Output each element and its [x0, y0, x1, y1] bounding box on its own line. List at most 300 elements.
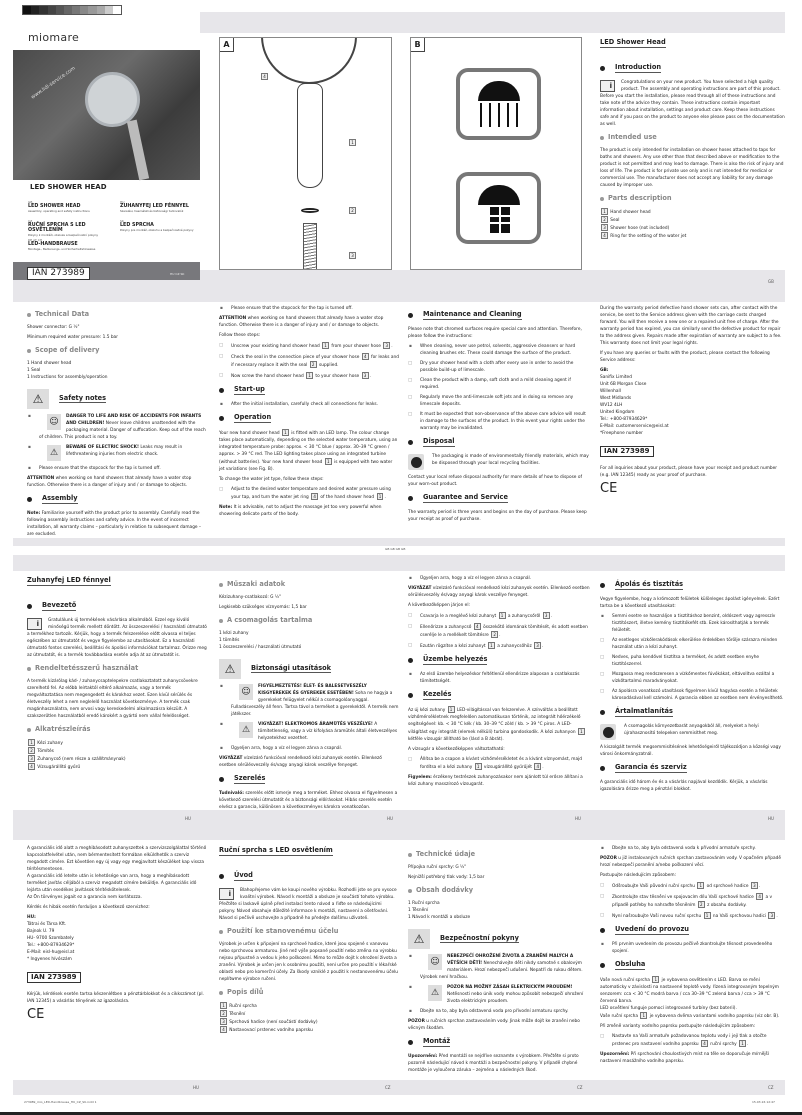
- paragraph: [27, 510, 207, 538]
- paragraph: [27, 991, 207, 1005]
- part-name: Zuhanycső (nem része a szállítmánynak): [35, 757, 126, 762]
- bullet-icon: [219, 874, 224, 879]
- text-body: Congratulations on your new product. You have selected a high quality product. The assembly and operating instructions are part of this product. Before you start the installation, please read through all of these instructions and take note of the advice they contain. These instructions contain important information about installation, settings and product care. Keep these instructions safe and if you pass on the product to anyone else please pass on the documentation as well.: [600, 80, 785, 127]
- section-heading-text: Obsah dodávky: [416, 886, 474, 894]
- language-title: LED SPRCHA: [120, 223, 154, 228]
- section-heading-text: Alkatrészleírás: [35, 725, 91, 733]
- bold-lead: Figyelem:: [408, 775, 432, 780]
- parts-list: [27, 739, 207, 771]
- color-calibration-bar: [22, 5, 122, 15]
- info-book-icon: i: [27, 618, 42, 630]
- section-heading: [408, 438, 590, 447]
- section-heading: [600, 64, 785, 73]
- part-name: Tömítés: [35, 749, 54, 754]
- page-column: [600, 37, 785, 240]
- language-subtitle: Szerelési, használati és biztonsági tudnivalók: [120, 209, 184, 213]
- paragraph: [219, 594, 399, 601]
- bullet-icon: [408, 693, 413, 698]
- section-heading: [219, 386, 399, 395]
- language-codes: CZ: [28, 219, 33, 223]
- section-heading: [600, 926, 785, 935]
- section-heading-text: Technické údaje: [416, 850, 476, 858]
- text-body: Csavarja le a meglévő kézi zuhanyt 1 a zuhanycsőről 3 .: [420, 613, 552, 619]
- bullet-icon: [219, 583, 223, 587]
- bullet-icon: [600, 197, 604, 201]
- paragraph: [27, 360, 207, 381]
- bullet-item: [600, 613, 785, 634]
- section-heading-text: Szerelés: [234, 774, 266, 782]
- page-label-hu-5: HU: [193, 1085, 199, 1090]
- text-body: Now screw the hand shower head 1 to your shower hose 3 .: [231, 373, 371, 379]
- band2-page-labels: GB GB GB GB: [385, 547, 406, 551]
- part-number-ref: 4: [756, 893, 763, 900]
- language-codes: GB: [28, 200, 33, 204]
- bullet-icon: [27, 667, 31, 671]
- safety-heading: [219, 659, 399, 679]
- part-name: Seal: [608, 218, 620, 223]
- paragraph: [600, 744, 785, 758]
- bullet-item: [408, 671, 590, 685]
- text-body: Kérdés és hibák esetén forduljon a következő szervizhez:: [27, 905, 150, 910]
- text-body: 1 Hand shower head 1 Seal 1 Instructions for assembly/operation: [27, 361, 108, 380]
- country-flags: HU CZ SK: [170, 272, 185, 276]
- part-number-ref: 3: [768, 912, 775, 919]
- part-number-ref: 1: [578, 728, 585, 735]
- page-column: [219, 305, 399, 521]
- text-body: Az esetleges vízkőlerakódások elkerülése érdekében törölje szárazra minden használat után a kézi zuhanyt.: [612, 638, 778, 650]
- bold-lead: FIGYELMEZTETÉS! ÉLET- ÉS BALESETVESZÉLY KISGYEREKEK ÉS GYEREKEK ESETÉBEN!: [258, 684, 367, 696]
- section-heading-text: Obsluha: [615, 960, 646, 968]
- step-item: [219, 486, 399, 501]
- safety-heading-text: Safety notes: [59, 394, 107, 402]
- text-body: vízelzáró funkcióval rendelkező kézi zuhanyok esetén. Ellenkező esetben sérülésveszély és/vagy anyagi károk veszélye fenyeget.: [408, 586, 590, 598]
- text-body: A csomagolás környezetbarát anyagokból áll, melyeket a helyi újrahasznosító telepeken semmisíthet meg.: [624, 724, 759, 736]
- text-body: A termék kizárólag kád- / zuhanycsaptelepekre csatlakoztatott zuhanycsövekre szerelhető fel. Az előbb leírtaktól eltérő alkalmazás, vagy a termék megváltoztatása nem megengedett és károkhoz vezet. Ezen kívül sérülés és életveszély lehet a nem neglelelő használat következménye. A termék csak magánhasználatra, nem orvosi vagy kereskedelmi alkalmazásra készült. A szakszerűtlen használatból eredő károkért a gyártó nem vállal felelősséget.: [27, 679, 198, 719]
- paragraph: [219, 941, 399, 983]
- step-item: [408, 623, 590, 639]
- paragraph: [219, 504, 399, 518]
- part-number: 4: [28, 763, 35, 770]
- paragraph: [219, 630, 399, 651]
- electric-warning: [408, 984, 590, 1005]
- child-warning: [219, 683, 399, 718]
- bold-lead: BEWARE OF ELECTRIC SHOCK!: [66, 445, 139, 450]
- text-body: Vegye figyelembe, hogy a krómozott felületek különleges ápolást igényelnek. Ezért tartsa be a következő utasításokat:: [600, 597, 780, 609]
- page-title: Zuhanyfej LED fénnyel: [27, 576, 111, 584]
- info-book-icon: i: [600, 80, 615, 92]
- part-number-ref: 1: [488, 642, 495, 649]
- page-label-cz-3: CZ: [768, 1085, 774, 1090]
- page-label-cz-2: CZ: [577, 1085, 583, 1090]
- paragraph: [600, 465, 785, 479]
- text-body: A tömítetlenség, vagy a víz kifolyása áramütés általi életveszélyes helyzetekhez vezethet.: [258, 722, 398, 741]
- step-item: [600, 1033, 785, 1048]
- text-body: If you have any queries or faults with the product, please contact the following Service address:: [600, 351, 770, 363]
- part-number: 3: [28, 755, 35, 762]
- bullet-item: [408, 1008, 590, 1015]
- electric-warning: [27, 444, 207, 462]
- section-heading-text: Üzembe helyezés: [423, 655, 488, 663]
- bullet-icon: [219, 388, 224, 393]
- section-heading: [408, 311, 590, 320]
- warning-triangle-icon: ⚠: [219, 659, 241, 679]
- section-heading: [219, 617, 399, 624]
- paragraph: [408, 326, 590, 340]
- page-column: [600, 305, 785, 496]
- paragraph: [27, 845, 207, 901]
- text-body: A következőképpen járjon el:: [408, 603, 470, 608]
- bullet-icon: [408, 1040, 413, 1045]
- part-number-ref: 1: [739, 1040, 746, 1047]
- part-number-ref: 1: [652, 976, 659, 983]
- bullet-icon: [27, 313, 31, 317]
- part-number: 2: [601, 216, 608, 223]
- bold-lead: POZOR NA MOŽNÝ ZÁSAH ELEKTRICKÝM PROUDEM!: [447, 985, 573, 990]
- cover-title: LED SHOWER HEAD: [30, 183, 107, 191]
- recycling-icon: [408, 454, 424, 470]
- text-body: Nastavte na Vaší armatuře požadovanou teplotu vody i její tlak a otočte prstenec pro nastavení vodního paprsku 4 ruční sprchy 1 .: [612, 1034, 767, 1047]
- parts-list-item: [219, 1002, 399, 1010]
- hose-drawing: [303, 223, 317, 270]
- part-number-ref: 1: [475, 763, 482, 770]
- text-body: Ügyeljen arra, hogy a víz el legyen zárva a csapnál.: [231, 746, 343, 751]
- callout-1: 1: [349, 139, 356, 146]
- page-column: [27, 575, 207, 771]
- text-body: Nenechávejte děti nikdy samotné s obalovým materiálem. Hrozí nebezpečí udušení. Nepatří do rukou dětem. Výrobek není hračkou.: [420, 961, 583, 980]
- page-column: [600, 845, 785, 1068]
- paragraph: [408, 900, 590, 921]
- language-subtitle: Assembly, operating and safety instructions: [28, 209, 90, 213]
- part-name: Kézi zuhany: [35, 741, 63, 746]
- website-label: www.lidl-service.com: [30, 65, 77, 101]
- text-body: Never leave children unattended with the packaging material. Danger of suffocation. Keep out of the reach of children. This product is not a toy.: [39, 421, 206, 440]
- parts-list-item: [600, 232, 785, 240]
- text-body: Minimum required water pressure: 1.5 bar: [27, 335, 118, 340]
- bullet-icon: [600, 963, 605, 968]
- parts-list-item: [219, 1018, 399, 1026]
- figure-a-label: A: [220, 38, 234, 52]
- language-entry: [120, 219, 206, 232]
- section-heading: [600, 195, 785, 202]
- band4-header-bar: [13, 825, 785, 840]
- section-heading: [27, 665, 207, 672]
- bullet-icon: [27, 497, 32, 502]
- band3-header-bar: [13, 555, 785, 571]
- section-heading: [600, 134, 785, 141]
- part-number: 4: [601, 232, 608, 239]
- part-number: 1: [601, 208, 608, 215]
- parts-list-item: [27, 763, 207, 771]
- bold-lead: Upozornění:: [600, 1052, 630, 1057]
- section-heading: [219, 581, 399, 588]
- section-heading: [27, 602, 207, 611]
- paragraph: [408, 1018, 590, 1032]
- text-body: Přípojka ruční sprchy: G ½": [408, 865, 467, 870]
- step-item: [408, 411, 590, 432]
- text-body: Při sprchování choulostivých míst na těle se doporučuje mírnější nastavení masážního vodního paprsku.: [600, 1052, 769, 1064]
- language-entry: [28, 200, 114, 213]
- paragraph: [408, 1053, 590, 1074]
- text-body: Follow these steps:: [219, 333, 261, 338]
- step-item: [408, 377, 590, 391]
- language-entry: [28, 219, 114, 237]
- electric-warning-icon: ▪ ⚠: [239, 722, 253, 738]
- parts-list-item: [219, 1026, 399, 1034]
- text-body: Nedves, puha kendővel tisztítsa a terméket, és adott esetben enyhe tisztítószerrel.: [612, 655, 760, 667]
- section-heading: [219, 775, 399, 784]
- disposal-paragraph: [408, 453, 590, 471]
- language-subtitle: Pokyny pre montáž, obsluhu a bezpečnostné pokyny: [120, 228, 194, 232]
- bold-lead: Note:: [219, 505, 233, 510]
- step-item: [219, 342, 399, 350]
- page-title: LED Shower Head: [600, 38, 666, 46]
- text-body: Ezután rögzítse a kézi zuhanyt 1 a zuhanycsőhöz 3 .: [420, 643, 544, 649]
- language-subtitle: Montage-, Bedienungs- und Sicherheitshinweise: [28, 247, 96, 251]
- part-name: Nastavovací prstenec vodního paprsku: [227, 1028, 313, 1033]
- part-number-ref: 1: [325, 458, 332, 465]
- part-number-ref: 3: [362, 372, 369, 379]
- part-number-ref: 4: [474, 623, 481, 630]
- language-title: LED-HANDBRAUSE: [28, 242, 78, 247]
- section-heading: [219, 872, 399, 881]
- part-number-ref: 1: [377, 493, 384, 500]
- text-body: The product is only intended for installation on shower hoses attached to taps for baths and showers. Any use other than that described above or modification to the product is not permitted and may lead to damage. There is also the risk of injury and loss of life. The product is for private use only and is not intended for medical or commercial use. The manufacturer does not accept any liability for any damage caused by improper use.: [600, 148, 784, 188]
- step-item: [408, 360, 590, 374]
- text-body: Tátrai és Társa Kft. Bajnok U. 79 HU- 9700 Szombately Tel.: +800-87934629* E-Mail: eisl-hu@eisl.at * Ingyenes hívószám: [27, 922, 75, 962]
- band1-footer-bar: [200, 270, 785, 302]
- part-name: Těsnění: [227, 1012, 246, 1017]
- text-body: vízelzáró funkcióval rendelkező kézi zuhanyok esetén. Ellenkező esetben sérülésveszély és/vagy anyagi károk veszélye fenyeget.: [219, 756, 382, 768]
- section-heading: [219, 414, 399, 423]
- paragraph: [600, 1023, 785, 1030]
- child-warning-icon: ▪ ☺: [47, 414, 61, 430]
- section-heading-text: Kezelés: [423, 690, 452, 698]
- part-name: Ring for the setting of the water jet: [608, 234, 687, 239]
- text-body: Dbejte na to, aby byla odstavená voda k přívodní armatuře sprchy.: [612, 846, 756, 851]
- paragraph: [27, 904, 207, 911]
- section-heading: [408, 656, 590, 665]
- electric-warning-icon: ▪ ⚠: [428, 985, 442, 1001]
- part-number-ref: 4: [362, 353, 369, 360]
- language-codes: SK: [120, 219, 124, 223]
- language-title: RUČNÍ SPRCHA S LED OSVĚTLENÍM: [28, 223, 86, 233]
- page-label-hu-2: HU: [387, 816, 393, 821]
- text-body: Contact your local refuse disposal authority for more details of how to dispose of your worn-out product.: [408, 475, 582, 487]
- paragraph: [27, 334, 207, 341]
- section-heading: [408, 851, 590, 858]
- section-heading-text: Montáž: [423, 1037, 451, 1045]
- bold-lead: VIGYÁZAT: [219, 756, 243, 761]
- page-label-cz-1: CZ: [385, 1085, 391, 1090]
- bold-lead: ATTENTION: [27, 476, 55, 481]
- page-column: [408, 575, 590, 791]
- parts-list-item: [27, 747, 207, 755]
- text-body: Při prvním uvedením do provozu pečlivě zkontrolujte těsnost provedeného spojení.: [612, 942, 773, 954]
- text-body: Výrobek je určen k připojení na sprchové hadice, které jsou spojené s vanovou nebo sprchovou armaturou. Jiné než výše popsané použití nebo změna na výrobku nejsou přípustné a vedou k jeho poškození. Mimo to může dojít k ohrožení života a zranění. Výrobek je určen jen k osobnímu použití, není určen pro použití v lékařské oblasti nebo pro komerční účely. Za škody vzniklé z použití k nestanovenému účelu neplítwme výrobce ručení.: [219, 942, 399, 982]
- callout-3: 3: [349, 252, 356, 259]
- text-body: Dry your shower head with a cloth after every use in order to avoid the possible build-up of limescale.: [420, 361, 574, 373]
- text-body: Kézizuhany-csatlakozó: G ½": [219, 595, 282, 600]
- cover-ian: IAN 273989: [27, 267, 90, 280]
- bold-lead: VIGYÁZAT! ELEKTROMOS ÁRAMÜTÉS VESZÉLYE!: [258, 722, 373, 727]
- bold-lead: VIGYÁZAT: [408, 586, 432, 591]
- paragraph: [600, 350, 785, 364]
- part-number-ref: 2: [491, 631, 498, 638]
- language-title: LED SHOWER HEAD: [28, 204, 81, 209]
- child-warning: [408, 953, 590, 981]
- section-heading-text: Bevezető: [42, 601, 77, 609]
- step-item: [600, 688, 785, 702]
- part-number-ref: 1: [640, 1012, 647, 1019]
- section-heading-text: Műszaki adatok: [227, 580, 286, 588]
- section-heading-text: Použití ke stanovenému účelu: [227, 927, 339, 935]
- rain-jet-icon: [456, 68, 541, 140]
- text-body: Your new hand shower head 1 is fitted with an LED lamp. The colour change takes place automatically, depending on the selected water temperature, using an integrated temperature probe: approx. < 30 °C blue / approx. 30–39 °C green / approx. > 39 °C red. The LED lighting takes place using an integrated turbine (without batteries). Your new hand shower head 1 is equipped with two water jet variations (see Fig. B).: [219, 430, 398, 472]
- paragraph: [600, 779, 785, 793]
- part-number: 3: [220, 1018, 227, 1025]
- text-body: Legkisebb szükséges víznyomás: 1,5 bar: [219, 605, 307, 610]
- child-warning-icon: ▪ ☺: [428, 954, 442, 970]
- bullet-icon: [219, 991, 223, 995]
- part-number: 1: [220, 1002, 227, 1009]
- bullet-item: [219, 401, 399, 408]
- page-column: [600, 575, 785, 796]
- section-heading: [27, 311, 207, 318]
- safety-heading-text: Bezpečnostní pokyny: [440, 934, 519, 942]
- language-entry: [28, 238, 114, 251]
- language-list: [28, 200, 200, 256]
- section-heading-text: Operation: [234, 413, 272, 421]
- text-body: Nejnižší potřebný tlak vody: 1,5 bar: [408, 875, 485, 880]
- text-body: Postupujte následujícím způsobem:: [600, 873, 677, 878]
- child-warning-icon: ▪ ☺: [239, 684, 253, 700]
- ian-number: IAN 273989: [27, 972, 81, 983]
- section-heading: [408, 691, 590, 700]
- bullet-icon: [600, 583, 605, 588]
- section-heading: [600, 961, 785, 970]
- text-body: Az új kézi zuhany 1 LED-világítással van felszerelve. A színváltás a beállított vízhőmérsékletnek megfelelően automatikusan történik, az integrált hőérzékelő segítségével: kb. < 30 °C kék / kb. 30–39 °C zöld / kb. > 39 °C piros. A LED-világítást egy integrált (elemek nélküli) turbina gondoskodik. A kézi zuhanyon 1 kétféle vízsugár állítható be (lásd a B ábrát).: [408, 708, 586, 742]
- bold-lead: NEBEZPEČÍ OHROŽENÍ ŽIVOTA A ZRANĚNÍ MALÝCH A VĚTŠÍCH DĚTÍ!: [447, 954, 574, 966]
- text-body: when working on hand showers that already have a water stop function. Otherwise there is a danger of injury and / or damage to objects.: [27, 476, 192, 488]
- seal-drawing: [301, 208, 319, 213]
- info-book-icon: i: [219, 888, 234, 900]
- paragraph: [219, 429, 399, 473]
- text-body: Ügyeljen arra, hogy a víz el legyen zárva a csapnál.: [420, 576, 532, 581]
- part-name: Hand shower head: [608, 210, 651, 215]
- text-body: Az első üzembe helyezéskor feltétlenül ellenőrizze alaposan a csatlakozás tömítettségét.: [420, 672, 580, 684]
- section-heading-text: Garancia és szerviz: [615, 763, 687, 771]
- text-body: After the initial installation, carefully check all connections for leaks.: [231, 402, 379, 407]
- text-body: szerelés előtt ismerje meg a terméket. Ehhez olvassa el figyelmesen a következő szerelési útmutatót és a biztonsági előírásokat. Hibás szerelés esetén elvész a garancia, különösen a következményes károkra vonatkozóan.: [219, 791, 398, 810]
- part-number-ref: 1: [282, 429, 289, 436]
- paragraph: [219, 332, 399, 339]
- text-body: Állítsa be a csapon a kívánt vízhőmérsékletet és a kívánt víznyomást, majd fordítsa el a kézi zuhany 1 vízsugárállító gyűrűjét 4 .: [420, 757, 582, 770]
- warning-triangle-icon: ⚠: [27, 389, 49, 409]
- parts-list-item: [600, 216, 785, 224]
- paragraph: [219, 315, 399, 329]
- step-item: [600, 882, 785, 890]
- text-body: It is advisable, not to adjust the massage jet too very powerful when showering delicate parts of the body.: [219, 505, 382, 517]
- parts-list-item: [219, 1010, 399, 1018]
- part-number-ref: 4: [311, 493, 318, 500]
- page-column: [27, 845, 207, 1022]
- step-item: [600, 671, 785, 685]
- section-heading: [408, 1038, 590, 1047]
- text-body: Dbejte na to, aby byla odstavená voda pro přívodní armaturu sprchy.: [420, 1009, 569, 1014]
- bullet-item: [219, 305, 399, 312]
- section-heading-text: Ápolás és tisztítás: [615, 580, 684, 588]
- page-column: [408, 845, 590, 1077]
- bullet-item: [408, 343, 590, 357]
- bullet-icon: [600, 766, 605, 771]
- text-body: Při změně varianty vodního paprsku postupujte následujícím způsobem:: [600, 1024, 756, 1029]
- bullet-icon: [408, 658, 413, 663]
- bold-lead: POZOR: [600, 856, 617, 861]
- text-body: Soha ne hagyja a gyerekeket felügyelet nélkül a csomagolóanyaggal. Fulladásveszély áll fenn. Tartsa távol a terméket a gyerekektől. A termék nem játékszer.: [231, 691, 399, 717]
- text-body: Netěsnosti nebo únik vody mohou způsobit nebezpečí ohrožení života elektrickým proudem.: [447, 992, 584, 1004]
- band2-header-bar: [13, 280, 200, 302]
- section-heading-text: Disposal: [423, 437, 455, 445]
- paragraph: [219, 604, 399, 611]
- part-number-ref: 3: [383, 342, 390, 349]
- parts-list-item: [27, 755, 207, 763]
- ce-mark-icon: CE: [600, 481, 618, 496]
- callout-4: 4: [261, 73, 268, 80]
- page-column: [408, 305, 590, 526]
- safety-heading: [27, 389, 207, 409]
- text-body: For all inquiries about your product, please have your receipt and product number (e.g. IAN 12345) ready as your proof of purchase.: [600, 466, 778, 478]
- intro-paragraph: [27, 617, 207, 659]
- bullet-item: [408, 575, 590, 582]
- page-label-hu-4: HU: [768, 816, 774, 821]
- paragraph: [600, 1051, 785, 1065]
- part-number-ref: 2: [310, 361, 317, 368]
- part-number: 2: [28, 747, 35, 754]
- paragraph: [408, 509, 590, 523]
- step-item: [408, 756, 590, 771]
- text-body: Clean the product with a damp, soft cloth and a mild cleaning agent if required.: [420, 378, 571, 390]
- step-item: [408, 612, 590, 620]
- part-name: Vízsugárállító gyűrű: [35, 765, 81, 770]
- step-item: [600, 637, 785, 651]
- section-heading: [408, 887, 590, 894]
- section-heading-text: Ártalmatlanítás: [615, 707, 673, 715]
- text-body: Odšroubujte Vaši původní ruční sprchu 1 od sprchové hadice 3 .: [612, 883, 761, 889]
- part-number: 2: [220, 1010, 227, 1017]
- text-body: A garanciális idő három év és a vásárlás napjával kezdődik. Kérjük, a vásárlás igazolására őrizze meg a pénztári blokkot.: [600, 780, 768, 792]
- electric-warning: [219, 721, 399, 742]
- text-body: During the warranty period defective hand shower sets can, after contact with the service, be sent to the Service address given with the carriage costs charged forward. You will then receive a new one or a repaired unit free of charge. After the warranty period has expired, you can similarly send the defective product for repair to the address given. Repairs made after expiration of warranty are subject to a fee. This warranty does not limit your legal rights.: [600, 306, 782, 346]
- paragraph: [600, 872, 785, 879]
- ce-mark-icon: CE: [27, 1007, 45, 1022]
- bold-lead: Note:: [27, 511, 41, 516]
- paragraph: [219, 790, 399, 811]
- text-body: 1 Ruční sprcha 1 Těsnění 1 Návod k montáži a obsluze: [408, 901, 471, 920]
- paragraph: [408, 706, 590, 743]
- section-heading-text: Start-up: [234, 385, 265, 393]
- text-body: Před montáží se nejdříve seznamte s výrobkem. Přečtěte si proto pozorně následující návod k montáži a bezpečnostní pokyny. V případě chybné montáže je vyloučena záruka – zejména u následných škod.: [408, 1054, 579, 1073]
- band4-footer-bar: [13, 1080, 785, 1095]
- intro-paragraph: [219, 887, 399, 922]
- parts-list-item: [600, 208, 785, 216]
- text-body: Nyní našroubujte Vaši novou ruční sprchu 1 na Vaši sprchovou hadici 3 .: [612, 913, 778, 919]
- section-heading: [600, 581, 785, 590]
- part-number: 3: [601, 224, 608, 231]
- language-codes: HU: [120, 200, 125, 204]
- part-number-ref: 4: [534, 763, 541, 770]
- part-number-ref: 1: [697, 882, 704, 889]
- shower-head-drawing: [261, 37, 357, 84]
